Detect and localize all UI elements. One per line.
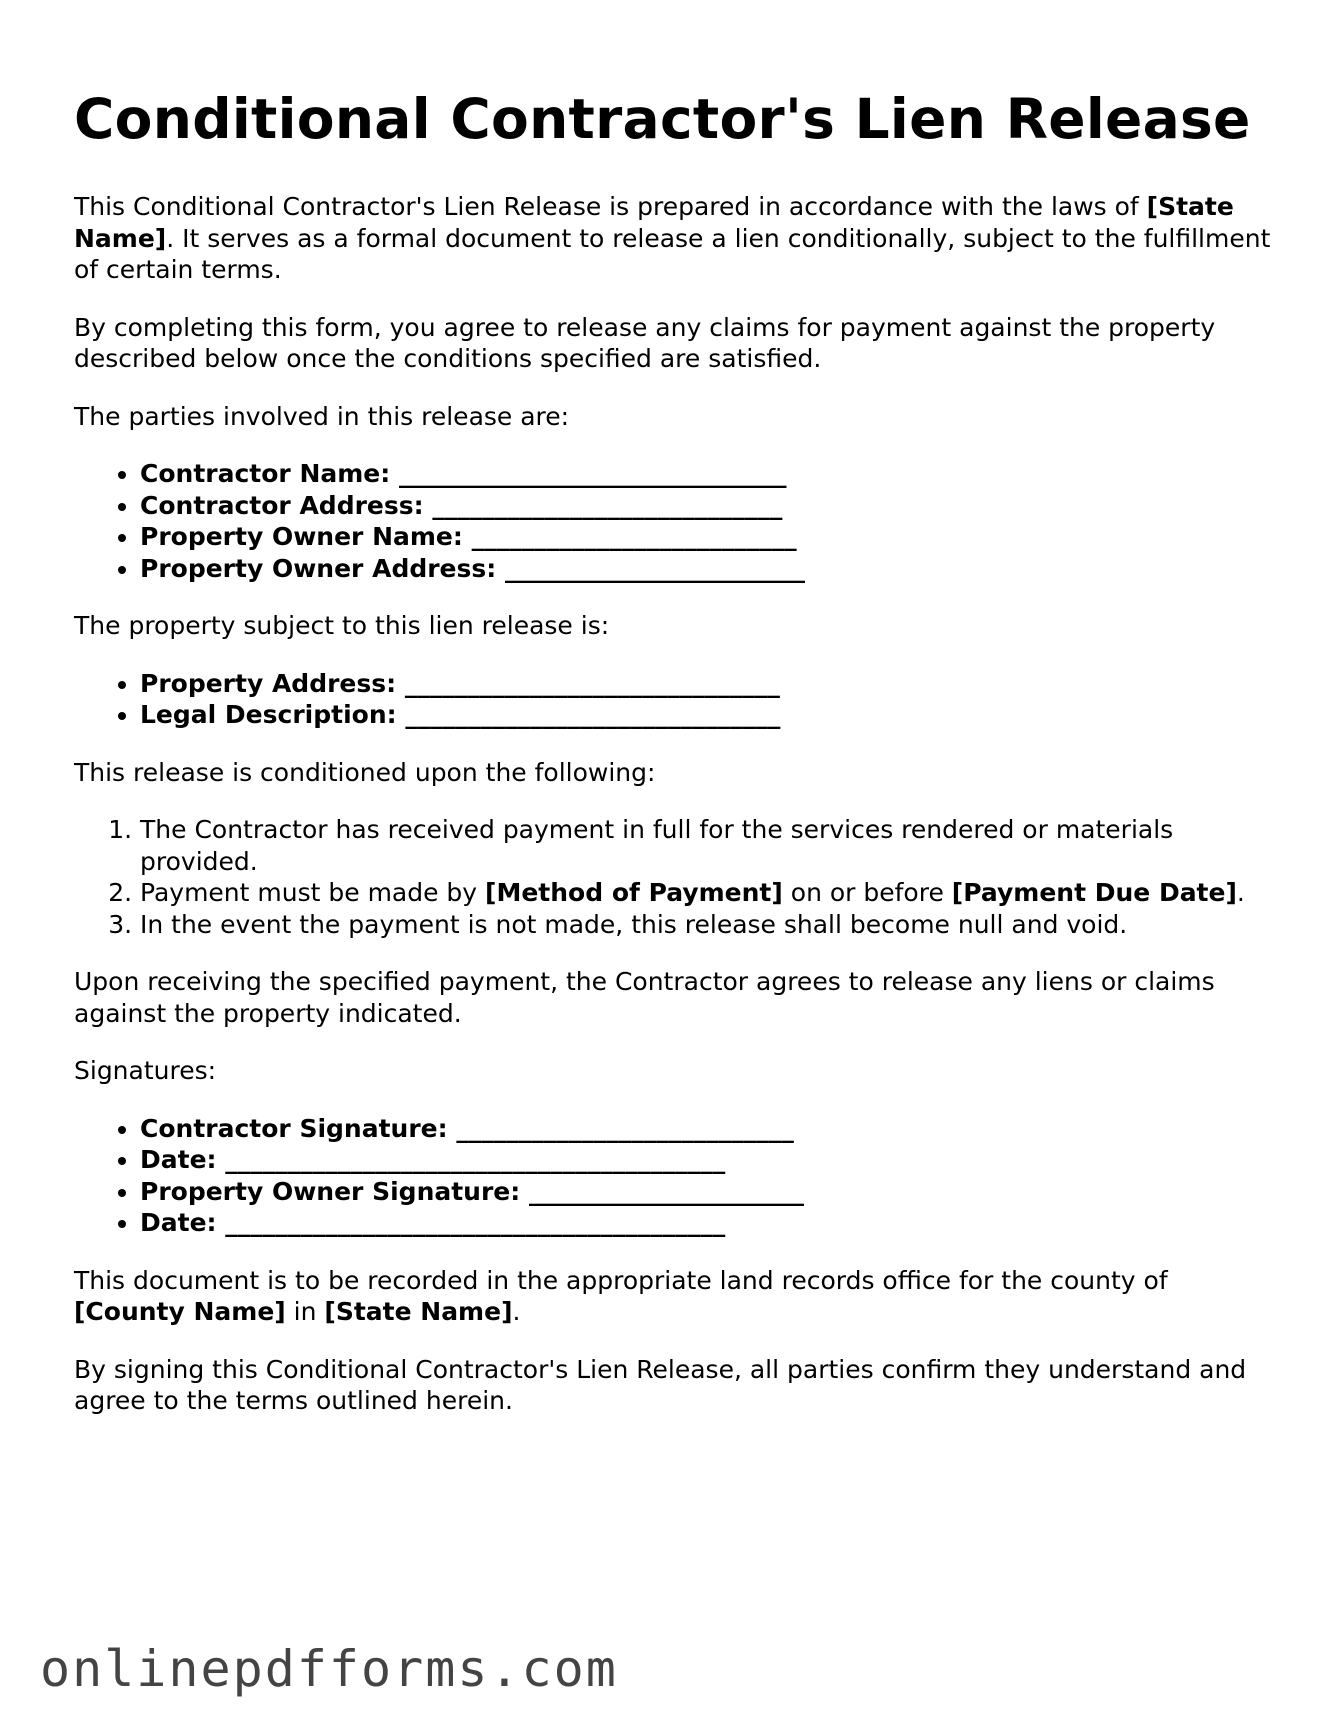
recording-text: This document is to be recorded in the appropriate land records office for the county of [74, 1265, 1168, 1295]
state-name-placeholder: [State Name] [324, 1297, 513, 1327]
field-label: Property Owner Address: [140, 553, 497, 583]
field-label: Contractor Signature: [140, 1113, 448, 1143]
condition-text: Payment must be made by [140, 878, 486, 908]
signatures-list [74, 1113, 1274, 1239]
list-item [140, 1207, 1274, 1239]
contractor-date-blank: ________________________________________ [225, 1145, 726, 1175]
intro-text-2: . It serves as a formal document to release a lien conditionally, subject to the fulfillment of certain terms. [74, 223, 1271, 285]
payment-method-placeholder: [Method of Payment] [485, 878, 783, 908]
field-label: Property Owner Signature: [140, 1176, 521, 1206]
condition-text: on or before [782, 878, 952, 908]
property-intro: The property subject to this lien release is: [74, 611, 610, 641]
owner-name-blank: __________________________ [471, 522, 797, 552]
owner-date-blank: ________________________________________ [225, 1208, 726, 1238]
condition-item-1: 1. The Contractor has received payment in full for the services rendered or materials provided. [140, 814, 1274, 877]
closing-paragraph: By signing this Conditional Contractor's Lien Release, all parties confirm they understand and agree to the terms outlined herein. [74, 1354, 1247, 1416]
list-item [140, 490, 1274, 522]
legal-description-blank: ______________________________ [405, 700, 781, 730]
owner-address-blank: ________________________ [505, 553, 805, 583]
recording-text: in [285, 1297, 325, 1327]
condition-item-2 [140, 877, 1274, 909]
list-item [140, 1176, 1274, 1208]
contractor-name-blank: _______________________________ [398, 459, 787, 489]
watermark-text: onlinepdfforms.com [40, 1640, 618, 1698]
list-item [140, 1144, 1274, 1176]
payment-due-placeholder: [Payment Due Date] [951, 878, 1237, 908]
field-label: Date: [140, 1145, 217, 1175]
property-address-blank: ______________________________ [404, 668, 780, 698]
field-label: Property Address: [140, 668, 397, 698]
signatures-intro: Signatures: [74, 1056, 217, 1086]
field-label: Contractor Name: [140, 459, 391, 489]
condition-text: . [1236, 878, 1245, 908]
intro-paragraph [74, 191, 1274, 286]
list-item [140, 668, 1274, 700]
list-item [140, 699, 1274, 731]
condition-item-3: 3. In the event the payment is not made, this release shall become null and void. [140, 909, 1274, 941]
county-name-placeholder: [County Name] [74, 1297, 286, 1327]
contractor-signature-blank: ___________________________ [456, 1113, 794, 1143]
state-name-placeholder: [State Name] [74, 192, 1234, 253]
list-item [140, 458, 1274, 490]
parties-list [74, 458, 1274, 584]
conditions-intro: This release is conditioned upon the following: [74, 757, 656, 787]
field-label: Date: [140, 1208, 217, 1238]
intro-text-1: This Conditional Contractor's Lien Release is prepared in accordance with the laws of [74, 192, 1147, 222]
field-label: Property Owner Name: [140, 522, 463, 552]
agreement-paragraph: By completing this form, you agree to release any claims for payment against the property described below once the conditions specified are satisfied. [74, 312, 1216, 374]
property-list [74, 668, 1274, 731]
contractor-address-blank: ____________________________ [432, 490, 783, 520]
field-label: Legal Description: [140, 700, 397, 730]
receiving-paragraph: Upon receiving the specified payment, the Contractor agrees to release any liens or claims against the property indicated. [74, 967, 1215, 1028]
field-label: Contractor Address: [140, 490, 424, 520]
conditions-list [74, 814, 1274, 940]
parties-intro: The parties involved in this release are: [74, 401, 570, 431]
document-title: Conditional Contractor's Lien Release [74, 87, 1251, 151]
list-item [140, 521, 1274, 553]
list-item [140, 553, 1274, 585]
recording-text: . [512, 1297, 521, 1327]
list-item [140, 1113, 1274, 1145]
document-page [74, 88, 1274, 1443]
recording-paragraph [74, 1265, 1274, 1328]
owner-signature-blank: ______________________ [528, 1176, 804, 1206]
